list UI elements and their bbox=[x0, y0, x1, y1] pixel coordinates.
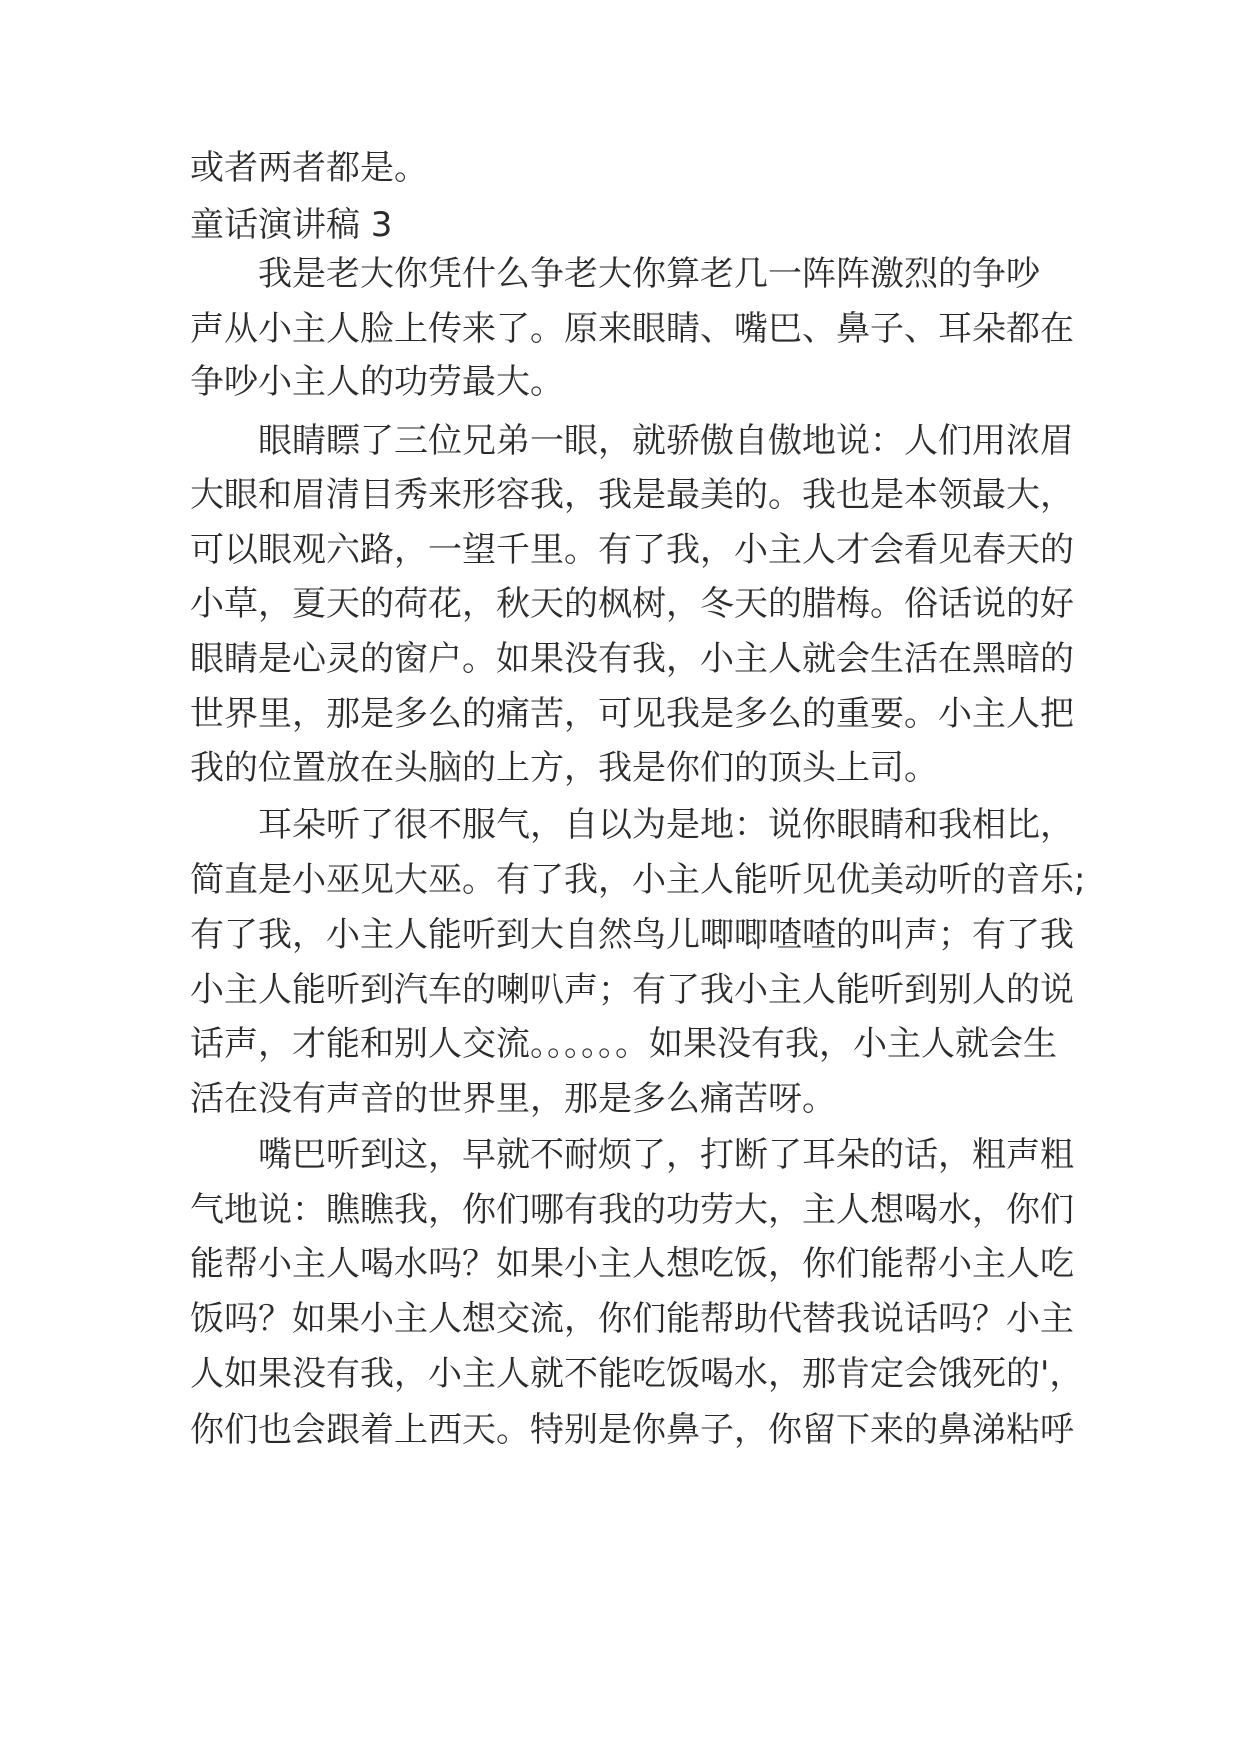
text-line: 声从小主人脸上传来了。原来眼睛、嘴巴、鼻子、耳朵都在 bbox=[190, 309, 1074, 349]
text-line: 人如果没有我，小主人就不能吃饭喝水，那肯定会饿死的'， bbox=[190, 1354, 1084, 1394]
text-line: 耳朵听了很不服气，自以为是地：说你眼睛和我相比， bbox=[258, 805, 1074, 845]
text-line: 世界里，那是多么的痛苦，可见我是多么的重要。小主人把 bbox=[190, 694, 1074, 734]
text-line: 有了我，小主人能听到大自然鸟儿唧唧喳喳的叫声；有了我 bbox=[190, 915, 1074, 955]
text-line: 简直是小巫见大巫。有了我，小主人能听见优美动听的音乐; bbox=[190, 860, 1086, 900]
text-line: 大眼和眉清目秀来形容我，我是最美的。我也是本领最大， bbox=[190, 475, 1074, 515]
text-line: 嘴巴听到这，早就不耐烦了，打断了耳朵的话，粗声粗 bbox=[258, 1135, 1074, 1175]
text-line: 能帮小主人喝水吗？如果小主人想吃饭，你们能帮小主人吃 bbox=[190, 1244, 1074, 1284]
text-line: 或者两者都是。 bbox=[190, 148, 428, 188]
text-line: 可以眼观六路，一望千里。有了我，小主人才会看见春天的 bbox=[190, 530, 1074, 570]
text-line: 活在没有声音的世界里，那是多么痛苦呀。 bbox=[190, 1079, 836, 1119]
text-line: 争吵小主人的功劳最大。 bbox=[190, 362, 564, 402]
text-line: 眼睛瞟了三位兄弟一眼，就骄傲自傲地说：人们用浓眉 bbox=[258, 421, 1074, 461]
text-line: 气地说：瞧瞧我，你们哪有我的功劳大，主人想喝水，你们 bbox=[190, 1190, 1074, 1230]
text-line: 你们也会跟着上西天。特别是你鼻子，你留下来的鼻涕粘呼 bbox=[190, 1410, 1074, 1450]
text-line: 我是老大你凭什么争老大你算老几一阵阵激烈的争吵 bbox=[258, 254, 1040, 294]
text-line: 我的位置放在头脑的上方，我是你们的顶头上司。 bbox=[190, 748, 938, 788]
text-line: 小主人能听到汽车的喇叭声；有了我小主人能听到别人的说 bbox=[190, 970, 1074, 1010]
text-line: 话声，才能和别人交流。。。。。。如果没有我，小主人就会生 bbox=[190, 1024, 1057, 1064]
text-line: 眼睛是心灵的窗户。如果没有我，小主人就会生活在黑暗的 bbox=[190, 639, 1074, 679]
section-heading: 童话演讲稿 3 bbox=[190, 205, 393, 245]
text-line: 小草，夏天的荷花，秋天的枫树，冬天的腊梅。俗话说的好 bbox=[190, 584, 1074, 624]
text-line: 饭吗？如果小主人想交流，你们能帮助代替我说话吗？小主 bbox=[190, 1299, 1074, 1339]
